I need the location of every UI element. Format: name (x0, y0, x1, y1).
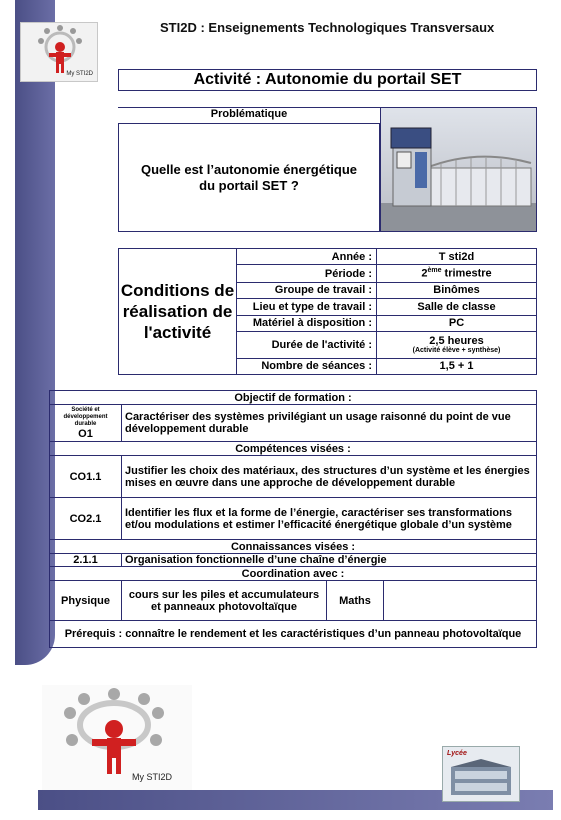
condition-value: T sti2d (377, 249, 537, 265)
condition-label: Groupe de travail : (237, 282, 377, 298)
table-row (119, 249, 537, 265)
table-row (50, 405, 537, 442)
coordination-maths-text (384, 581, 537, 621)
conditions-heading: Conditions de réalisation de l'activité (119, 249, 237, 375)
condition-label: Durée de l'activité : (237, 331, 377, 358)
condition-label: Nombre de séances : (237, 358, 377, 375)
condition-value: PC (377, 315, 537, 331)
competence-code: CO1.1 (50, 456, 122, 498)
condition-label: Année : (237, 249, 377, 265)
period-number: 2 (421, 267, 428, 280)
objectif-code-category: Société et développement durable (63, 406, 108, 427)
my-sti2d-logo-small (20, 22, 98, 82)
table-row (50, 498, 537, 540)
objectif-code: O1 (78, 427, 93, 440)
activity-title: Activité : Autonomie du portail SET (118, 69, 537, 91)
condition-value: Salle de classe (377, 299, 537, 315)
table-row (50, 391, 537, 405)
connaissance-text: Organisation fonctionnelle d’une chaîne d’énergie (122, 554, 537, 567)
table-row (50, 567, 537, 581)
table-row (50, 540, 537, 554)
lycee-logo-text: Lycée (447, 750, 467, 757)
connaissances-title: Connaissances visées : (50, 540, 537, 554)
table-row (50, 581, 537, 621)
condition-label: Période : (237, 265, 377, 282)
my-sti2d-logo-big (42, 685, 192, 790)
table-row (50, 456, 537, 498)
condition-value: Binômes (377, 282, 537, 298)
objectif-text: Caractériser des systèmes privilégiant un usage raisonné du point de vue développement durable (122, 405, 537, 442)
competence-code: CO2.1 (50, 498, 122, 540)
objectif-title: Objectif de formation : (50, 391, 537, 405)
objectif-code-cell (50, 405, 122, 442)
period-unit: trimestre (441, 267, 492, 280)
lycee-logo (442, 746, 520, 802)
duration-value: 2,5 heures (429, 334, 484, 347)
table-row (50, 442, 537, 456)
condition-value (377, 265, 537, 282)
condition-value (377, 331, 537, 358)
period-ordinal: ème (427, 267, 442, 275)
logo-tag-small: My STI2D (66, 71, 93, 77)
coordination-subject-maths: Maths (327, 581, 384, 621)
page-header-title: STI2D : Enseignements Technologiques Transversaux (160, 20, 495, 35)
connaissance-code: 2.1.1 (50, 554, 122, 567)
condition-label: Lieu et type de travail : (237, 299, 377, 315)
portail-set-photo (380, 107, 537, 232)
coordination-title: Coordination avec : (50, 567, 537, 581)
table-row (50, 621, 537, 648)
competences-title: Compétences visées : (50, 442, 537, 456)
portail-set-image (381, 108, 536, 231)
prerequis-text: Prérequis : connaître le rendement et les caractéristiques d’un panneau photovoltaïque (50, 621, 537, 648)
problematique-question: Quelle est l’autonomie énergétique du portail SET ? (118, 123, 380, 232)
coordination-physique-text: cours sur les piles et accumulateurs et panneaux photovoltaïque (122, 581, 327, 621)
problematique-label: Problématique (118, 107, 380, 123)
coordination-subject-physique: Physique (50, 581, 122, 621)
competence-text: Justifier les choix des matériaux, des structures d’un système et les énergies mises en œuvre dans une approche de développement durable (122, 456, 537, 498)
condition-value: 1,5 + 1 (377, 358, 537, 375)
conditions-table (118, 248, 537, 375)
competence-text: Identifier les flux et la forme de l’énergie, caractériser ses transformations et/ou modulations et estimer l’efficacité énergétique globale d’un système (122, 498, 537, 540)
logo-tag-big: My STI2D (131, 772, 172, 782)
objectives-table (49, 390, 537, 648)
table-row (50, 554, 537, 567)
condition-label: Matériel à disposition : (237, 315, 377, 331)
duration-note: (Activité élève + synthèse) (412, 346, 501, 354)
